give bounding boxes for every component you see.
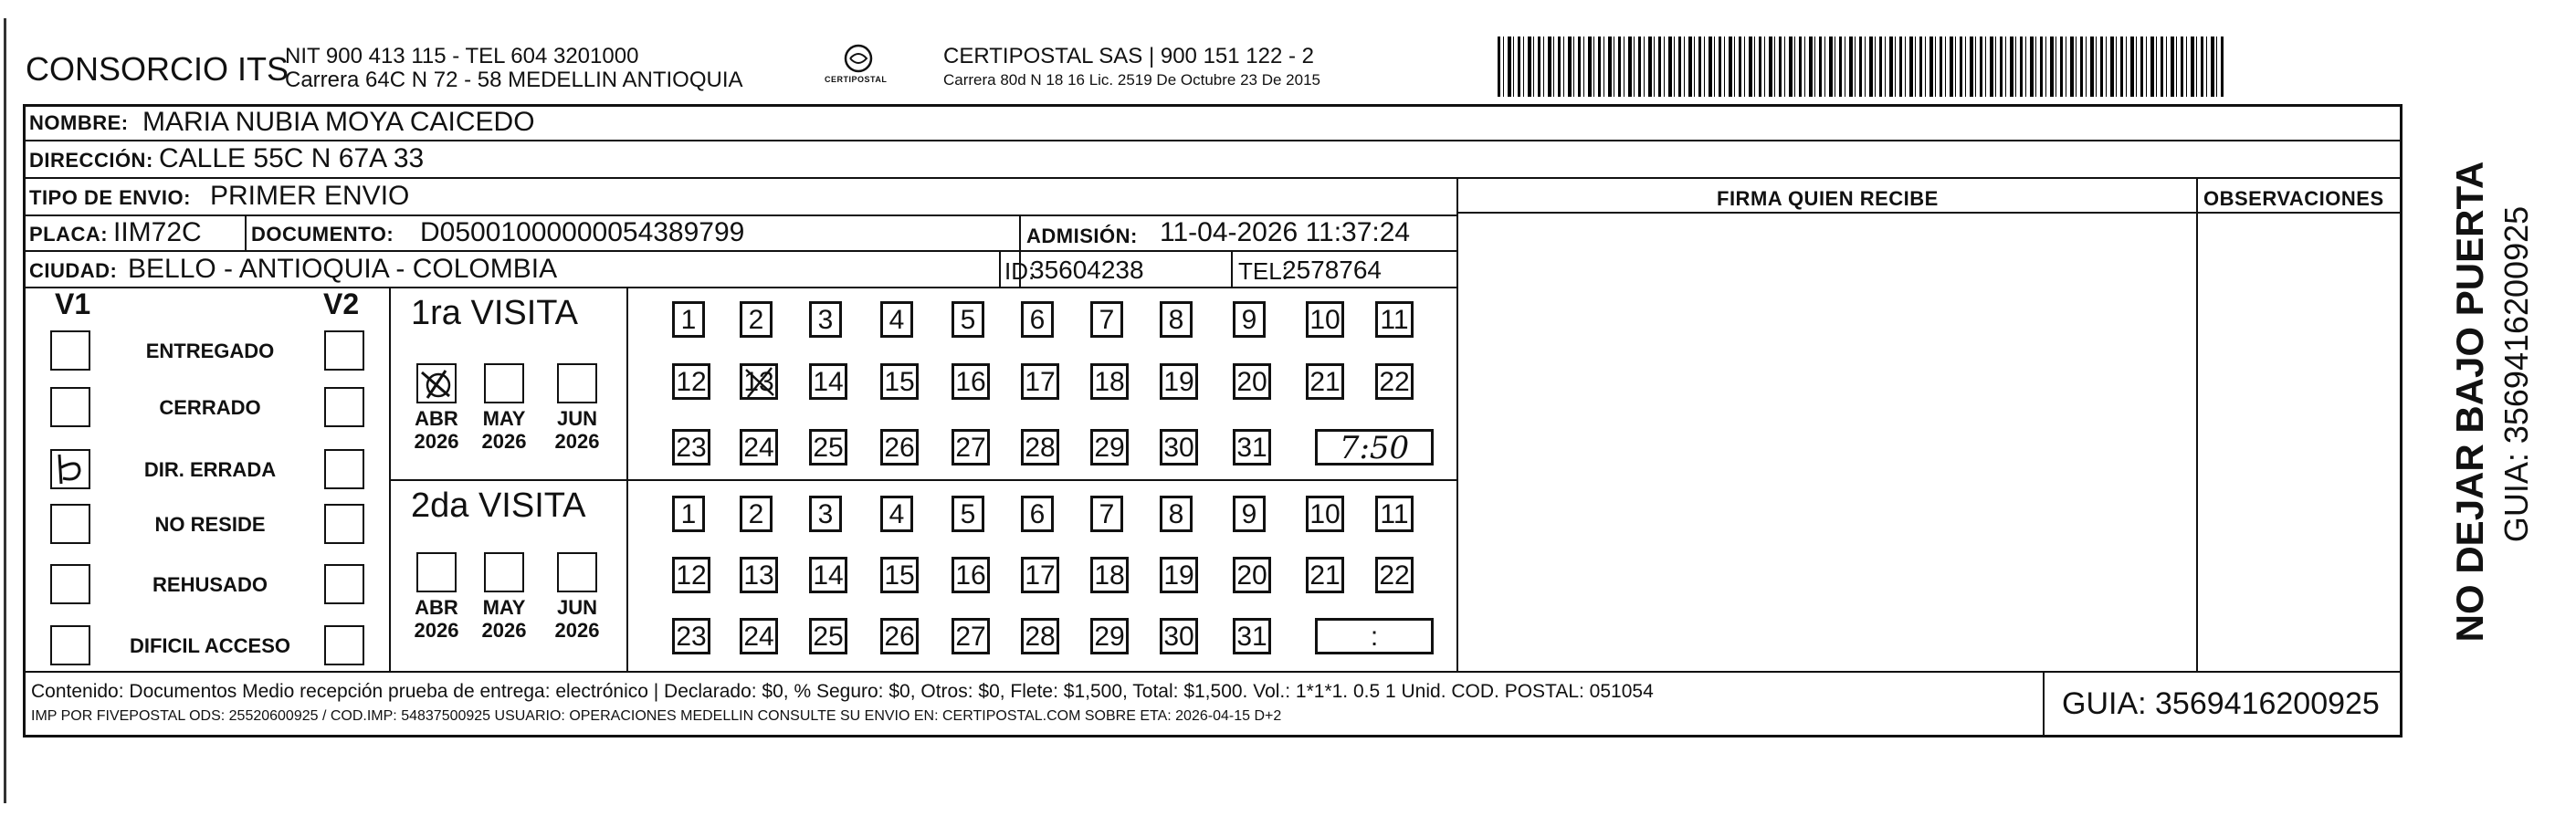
barcode bbox=[1498, 37, 2224, 97]
id-value: 35604238 bbox=[1030, 256, 1144, 284]
second-visit-day-cell[interactable]: 13 bbox=[740, 557, 778, 593]
first-visit-day-cell[interactable]: 11 bbox=[1375, 301, 1414, 338]
second-visit-day-cell[interactable]: 7 bbox=[1090, 496, 1123, 532]
first-visit-day-cell[interactable]: 3 bbox=[809, 301, 842, 338]
carrier-license: Carrera 80d N 18 16 Lic. 2519 De Octubre 23 De 2015 bbox=[943, 71, 1320, 89]
first-visit-day-cell[interactable]: 29 bbox=[1090, 429, 1129, 466]
tipo-envio-label: TIPO DE ENVIO: bbox=[29, 186, 191, 209]
second-visit-day-cell[interactable]: 20 bbox=[1233, 557, 1271, 593]
visit-option-label: ENTREGADO bbox=[145, 340, 275, 362]
first-visit-month-label: JUN 2026 bbox=[554, 407, 600, 453]
direccion-value: CALLE 55C N 67A 33 bbox=[159, 143, 425, 173]
second-visit-day-cell[interactable]: 5 bbox=[952, 496, 984, 532]
second-visit-day-cell[interactable]: 10 bbox=[1306, 496, 1344, 532]
first-visit-day-cell[interactable]: 15 bbox=[880, 363, 919, 400]
second-visit-day-cell[interactable]: 6 bbox=[1021, 496, 1054, 532]
first-visit-day-cell[interactable]: 2 bbox=[740, 301, 773, 338]
first-visit-day-cell[interactable]: 13 bbox=[740, 363, 778, 400]
second-visit-day-cell[interactable]: 4 bbox=[880, 496, 913, 532]
first-visit-day-cell[interactable]: 24 bbox=[740, 429, 778, 466]
second-visit-day-cell[interactable]: 22 bbox=[1375, 557, 1414, 593]
first-visit-day-cell[interactable]: 6 bbox=[1021, 301, 1054, 338]
second-visit-day-cell[interactable]: 24 bbox=[740, 618, 778, 654]
visit-option-label: REHUSADO bbox=[152, 573, 268, 596]
v1-checkbox[interactable] bbox=[50, 564, 90, 604]
first-visit-day-cell[interactable]: 4 bbox=[880, 301, 913, 338]
second-visit-day-cell[interactable]: 3 bbox=[809, 496, 842, 532]
v2-checkbox[interactable] bbox=[324, 449, 364, 489]
first-visit-month-checkbox[interactable] bbox=[416, 363, 457, 403]
company-name: CONSORCIO ITS bbox=[26, 50, 289, 88]
first-visit-day-cell[interactable]: 27 bbox=[952, 429, 990, 466]
second-visit-time-box[interactable]: : bbox=[1315, 618, 1434, 654]
second-visit-day-cell[interactable]: 8 bbox=[1160, 496, 1193, 532]
tipo-envio-value: PRIMER ENVIO bbox=[210, 181, 410, 211]
second-visit-month-checkbox[interactable] bbox=[484, 552, 524, 592]
first-visit-day-cell[interactable]: 26 bbox=[880, 429, 919, 466]
nit-line: NIT 900 413 115 - TEL 604 3201000 bbox=[285, 44, 639, 68]
second-visit-month-label: JUN 2026 bbox=[554, 596, 600, 642]
second-visit-day-cell[interactable]: 29 bbox=[1090, 618, 1129, 654]
first-visit-time-box[interactable]: 7:50 bbox=[1315, 429, 1434, 466]
first-visit-day-cell[interactable]: 14 bbox=[809, 363, 847, 400]
ciudad-value: BELLO - ANTIOQUIA - COLOMBIA bbox=[128, 254, 558, 284]
admision-value: 11-04-2026 11:37:24 bbox=[1160, 217, 1411, 247]
second-visit-day-cell[interactable]: 27 bbox=[952, 618, 990, 654]
first-visit-day-cell[interactable]: 16 bbox=[952, 363, 990, 400]
first-visit-day-cell[interactable]: 10 bbox=[1306, 301, 1344, 338]
contenido-text: Contenido: Documentos Medio recepción prueba de entrega: electrónico | Declarado: $0, % Seguro: $0, Otros: $0, Flete: $1,500, Total: $1,500. Vol.: 1*1*1. 0.5 1 Unid. COD. POSTAL: 051054 bbox=[31, 681, 1654, 702]
documento-value: D05001000000054389799 bbox=[420, 217, 745, 247]
first-visit-day-cell[interactable]: 30 bbox=[1160, 429, 1198, 466]
logo-text: CERTIPOSTAL bbox=[825, 75, 888, 84]
first-visit-day-cell[interactable]: 23 bbox=[672, 429, 710, 466]
tel-label: TEL: bbox=[1238, 257, 1288, 285]
visit-option-label: NO RESIDE bbox=[154, 513, 266, 536]
ciudad-label: CIUDAD: bbox=[29, 259, 118, 282]
second-visit-day-cell[interactable]: 26 bbox=[880, 618, 919, 654]
visit-option-label: DIR. ERRADA bbox=[143, 458, 277, 481]
second-visit-day-cell[interactable]: 31 bbox=[1233, 618, 1271, 654]
first-visit-day-cell[interactable]: 18 bbox=[1090, 363, 1129, 400]
second-visit-day-cell[interactable]: 9 bbox=[1233, 496, 1266, 532]
first-visit-day-cell[interactable]: 22 bbox=[1375, 363, 1414, 400]
v2-checkbox[interactable] bbox=[324, 504, 364, 544]
direccion-label: DIRECCIÓN: bbox=[29, 149, 153, 172]
documento-label: DOCUMENTO: bbox=[251, 223, 394, 246]
first-visit-day-cell[interactable]: 12 bbox=[672, 363, 710, 400]
v1-checkbox[interactable] bbox=[50, 330, 90, 371]
second-visit-day-cell[interactable]: 23 bbox=[672, 618, 710, 654]
firma-header: FIRMA QUIEN RECIBE bbox=[1717, 187, 1939, 210]
visit-option-label: CERRADO bbox=[159, 396, 261, 419]
second-visit-day-cell[interactable]: 17 bbox=[1021, 557, 1059, 593]
second-visit-title: 2da VISITA bbox=[411, 486, 586, 525]
second-visit-day-cell[interactable]: 2 bbox=[740, 496, 773, 532]
second-visit-day-cell[interactable]: 14 bbox=[809, 557, 847, 593]
first-visit-day-cell[interactable]: 5 bbox=[952, 301, 984, 338]
placa-label: PLACA: bbox=[29, 223, 109, 246]
first-visit-day-cell[interactable]: 25 bbox=[809, 429, 847, 466]
observaciones-header: OBSERVACIONES bbox=[2203, 187, 2384, 210]
admision-label: ADMISIÓN: bbox=[1026, 225, 1138, 247]
first-visit-day-cell[interactable]: 7 bbox=[1090, 301, 1123, 338]
second-visit-day-cell[interactable]: 12 bbox=[672, 557, 710, 593]
v2-checkbox[interactable] bbox=[324, 625, 364, 665]
v1-checkbox[interactable] bbox=[50, 625, 90, 665]
v1-checkbox[interactable] bbox=[50, 449, 90, 489]
v1-checkbox[interactable] bbox=[50, 504, 90, 544]
first-visit-day-cell[interactable]: 1 bbox=[672, 301, 705, 338]
first-visit-day-cell[interactable]: 28 bbox=[1021, 429, 1059, 466]
first-visit-day-cell[interactable]: 8 bbox=[1160, 301, 1193, 338]
second-visit-day-cell[interactable]: 30 bbox=[1160, 618, 1198, 654]
carrier-line: CERTIPOSTAL SAS | 900 151 122 - 2 bbox=[943, 44, 1314, 68]
v1-header: V1 bbox=[55, 288, 91, 320]
first-visit-day-cell[interactable]: 21 bbox=[1306, 363, 1344, 400]
id-label: ID: bbox=[1004, 257, 1036, 285]
second-visit-day-cell[interactable]: 21 bbox=[1306, 557, 1344, 593]
first-visit-month-checkbox[interactable] bbox=[484, 363, 524, 403]
placa-value: IIM72C bbox=[113, 217, 202, 247]
visit-option-label: DIFICIL ACCESO bbox=[129, 634, 290, 657]
first-visit-day-cell[interactable]: 20 bbox=[1233, 363, 1271, 400]
side-guia: GUIA: 3569416200925 bbox=[2497, 205, 2535, 543]
first-visit-day-cell[interactable]: 17 bbox=[1021, 363, 1059, 400]
address-line: Carrera 64C N 72 - 58 MEDELLIN ANTIOQUIA bbox=[285, 68, 743, 92]
imp-text: IMP POR FIVEPOSTAL ODS: 25520600925 / COD.IMP: 54837500925 USUARIO: OPERACIONES MEDELLIN CONSULTE SU ENVIO EN: CERTIPOSTAL.COM SOBRE ETA: 2026-04-15 D+2 bbox=[31, 708, 1282, 724]
v2-checkbox[interactable] bbox=[324, 387, 364, 427]
certipostal-logo bbox=[817, 40, 899, 97]
second-visit-month-checkbox[interactable] bbox=[557, 552, 597, 592]
first-visit-day-cell[interactable]: 31 bbox=[1233, 429, 1271, 466]
first-visit-month-label: ABR 2026 bbox=[414, 407, 459, 453]
second-visit-month-checkbox[interactable] bbox=[416, 552, 457, 592]
v2-checkbox[interactable] bbox=[324, 564, 364, 604]
footer-guia: GUIA: 3569416200925 bbox=[2062, 686, 2380, 721]
v2-header: V2 bbox=[323, 288, 360, 320]
second-visit-day-cell[interactable]: 16 bbox=[952, 557, 990, 593]
second-visit-day-cell[interactable]: 15 bbox=[880, 557, 919, 593]
second-visit-month-label: ABR 2026 bbox=[414, 596, 459, 642]
nombre-label: NOMBRE: bbox=[29, 111, 129, 134]
second-visit-day-cell[interactable]: 18 bbox=[1090, 557, 1129, 593]
tel-value: 2578764 bbox=[1282, 256, 1383, 284]
second-visit-day-cell[interactable]: 11 bbox=[1375, 496, 1414, 532]
nombre-value: MARIA NUBIA MOYA CAICEDO bbox=[142, 107, 535, 137]
first-visit-month-checkbox[interactable] bbox=[557, 363, 597, 403]
side-warning: NO DEJAR BAJO PUERTA bbox=[2448, 161, 2491, 643]
first-visit-title: 1ra VISITA bbox=[411, 294, 579, 332]
second-visit-day-cell[interactable]: 28 bbox=[1021, 618, 1059, 654]
first-visit-day-cell[interactable]: 19 bbox=[1160, 363, 1198, 400]
v2-checkbox[interactable] bbox=[324, 330, 364, 371]
v1-checkbox[interactable] bbox=[50, 387, 90, 427]
second-visit-day-cell[interactable]: 25 bbox=[809, 618, 847, 654]
second-visit-month-label: MAY 2026 bbox=[481, 596, 527, 642]
first-visit-day-cell[interactable]: 9 bbox=[1233, 301, 1266, 338]
second-visit-day-cell[interactable]: 19 bbox=[1160, 557, 1198, 593]
second-visit-day-cell[interactable]: 1 bbox=[672, 496, 705, 532]
first-visit-month-label: MAY 2026 bbox=[481, 407, 527, 453]
